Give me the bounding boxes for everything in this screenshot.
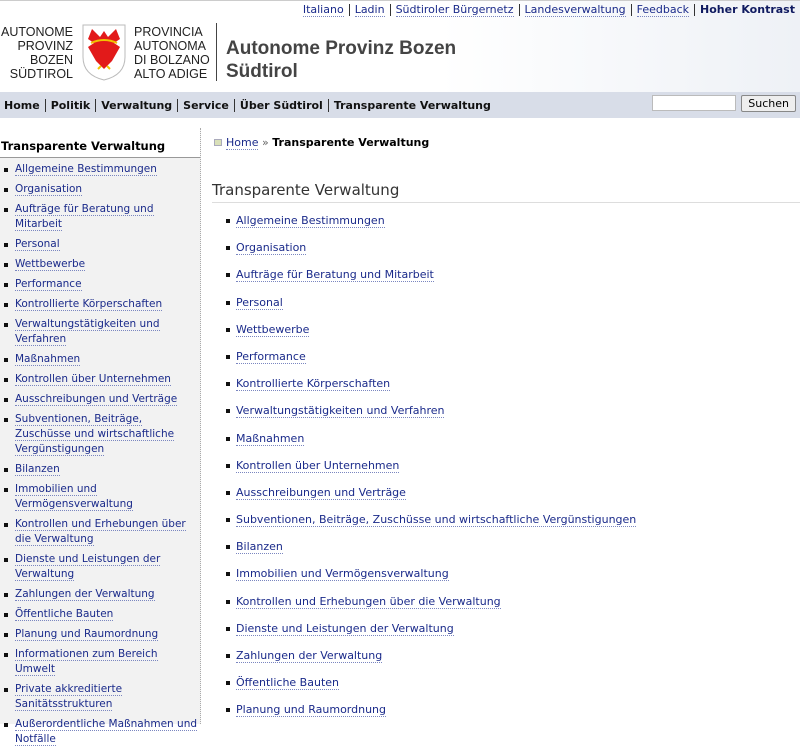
nav-home[interactable]: Home bbox=[4, 98, 40, 112]
list-link[interactable]: Kontrollen und Erhebungen über die Verwaltung bbox=[15, 518, 186, 545]
list-item bbox=[226, 566, 636, 593]
list-link[interactable]: Zahlungen der Verwaltung bbox=[236, 649, 383, 662]
list-item bbox=[226, 267, 636, 294]
logo-line: ALTO ADIGE bbox=[134, 67, 208, 81]
sidebar-title: Transparente Verwaltung bbox=[0, 128, 200, 158]
link-italiano[interactable]: Italiano bbox=[302, 3, 344, 16]
list-link[interactable]: Kontrollen über Unternehmen bbox=[15, 373, 171, 385]
list-link[interactable]: Aufträge für Beratung und Mitarbeit bbox=[236, 268, 434, 282]
list-item bbox=[226, 240, 636, 267]
list-link[interactable]: Verwaltungstätigkeiten und Verfahren bbox=[15, 318, 160, 345]
list-item bbox=[4, 587, 200, 607]
list-link[interactable]: Maßnahmen bbox=[15, 353, 81, 365]
list-item bbox=[226, 403, 636, 430]
list-item bbox=[4, 352, 200, 372]
list-item bbox=[226, 702, 636, 729]
list-link[interactable]: Wettbewerbe bbox=[15, 258, 86, 270]
nav-politik[interactable]: Politik bbox=[45, 99, 96, 112]
list-link[interactable]: Kontrollierte Körperschaften bbox=[236, 377, 391, 391]
list-link[interactable]: Dienste und Leistungen der Verwaltung bbox=[236, 621, 454, 635]
list-item bbox=[4, 627, 200, 647]
list-link[interactable]: Organisation bbox=[15, 183, 83, 195]
list-link[interactable]: Öffentliche Bauten bbox=[236, 676, 339, 690]
list-link[interactable]: Allgemeine Bestimmungen bbox=[236, 214, 385, 227]
list-link[interactable]: Maßnahmen bbox=[236, 431, 305, 445]
nav-ueber-suedtirol[interactable]: Über Südtirol bbox=[234, 99, 328, 112]
list-item bbox=[4, 482, 200, 517]
logo-line: PROVINZ bbox=[17, 39, 73, 53]
logo-line: DI BOLZANO bbox=[134, 53, 210, 67]
list-item bbox=[226, 213, 636, 240]
logo-line: BOZEN bbox=[29, 53, 73, 67]
list-item bbox=[4, 257, 200, 277]
search-button[interactable]: Suchen bbox=[741, 95, 796, 112]
list-link[interactable]: Allgemeine Bestimmungen bbox=[15, 163, 157, 175]
list-item bbox=[226, 648, 636, 675]
list-item bbox=[226, 322, 636, 349]
list-item bbox=[4, 717, 200, 752]
nav-transparente-verwaltung[interactable]: Transparente Verwaltung bbox=[328, 99, 496, 112]
list-item bbox=[4, 517, 200, 552]
nav-verwaltung[interactable]: Verwaltung bbox=[95, 99, 177, 112]
site-title-line1: Autonome Provinz Bozen bbox=[226, 38, 457, 59]
sidebar-list bbox=[0, 158, 200, 752]
list-item bbox=[4, 462, 200, 482]
list-item bbox=[4, 552, 200, 587]
list-link[interactable]: Subventionen, Beiträge, Zuschüsse und wirtschaftliche Vergünstigungen bbox=[236, 513, 637, 527]
list-item bbox=[226, 485, 636, 512]
list-item bbox=[4, 297, 200, 317]
list-item bbox=[4, 392, 200, 412]
page-title: Transparente Verwaltung bbox=[212, 181, 800, 203]
search-input[interactable] bbox=[652, 95, 736, 111]
list-item bbox=[226, 458, 636, 485]
list-item bbox=[4, 412, 200, 462]
list-link[interactable]: Ausschreibungen und Verträge bbox=[15, 393, 178, 405]
link-landesverwaltung[interactable]: Landesverwaltung bbox=[524, 3, 626, 16]
language-links bbox=[298, 4, 800, 16]
list-item bbox=[226, 675, 636, 702]
main-nav bbox=[0, 92, 800, 118]
list-link[interactable]: Außerordentliche Maßnahmen und Notfälle bbox=[15, 718, 198, 745]
sidebar bbox=[0, 128, 201, 745]
coat-of-arms-icon[interactable] bbox=[81, 23, 127, 81]
list-link[interactable]: Verwaltungstätigkeiten und Verfahren bbox=[236, 404, 445, 418]
list-item bbox=[4, 237, 200, 257]
logo-line: AUTONOMA bbox=[134, 39, 206, 53]
list-link[interactable]: Wettbewerbe bbox=[236, 322, 310, 336]
logo-line: PROVINCIA bbox=[134, 25, 203, 39]
list-link[interactable]: Kontrollen und Erhebungen über die Verwaltung bbox=[236, 594, 501, 608]
list-item bbox=[226, 376, 636, 403]
list-item bbox=[226, 539, 636, 566]
logo-line: AUTONOME bbox=[1, 25, 73, 39]
list-link[interactable]: Planung und Raumordnung bbox=[236, 703, 387, 717]
list-link[interactable]: Planung und Raumordnung bbox=[15, 628, 159, 640]
list-link[interactable]: Performance bbox=[236, 349, 306, 363]
list-item bbox=[226, 621, 636, 648]
list-item bbox=[4, 317, 200, 352]
breadcrumb-home[interactable]: Home bbox=[226, 136, 259, 149]
link-ladin[interactable]: Ladin bbox=[354, 3, 385, 16]
list-link[interactable]: Informationen zum Bereich Umwelt bbox=[15, 648, 158, 675]
logo-text-de bbox=[0, 25, 73, 81]
list-item bbox=[226, 431, 636, 458]
list-link[interactable]: Dienste und Leistungen der Verwaltung bbox=[15, 553, 161, 580]
main-list bbox=[226, 213, 636, 730]
list-link[interactable]: Personal bbox=[15, 238, 60, 250]
breadcrumb-square-icon bbox=[214, 139, 222, 146]
list-link[interactable]: Subventionen, Beiträge, Zuschüsse und wirtschaftliche Vergünstigungen bbox=[15, 413, 175, 455]
list-item bbox=[226, 349, 636, 376]
list-item bbox=[226, 512, 636, 539]
list-link[interactable]: Organisation bbox=[236, 241, 307, 255]
link-feedback[interactable]: Feedback bbox=[636, 3, 690, 16]
breadcrumb-separator: » bbox=[261, 136, 269, 149]
list-link[interactable]: Private akkreditierte Sanitätsstrukturen bbox=[15, 683, 123, 710]
list-item bbox=[4, 277, 200, 297]
list-link[interactable]: Aufträge für Beratung und Mitarbeit bbox=[15, 203, 154, 230]
logo-line: SÜDTIROL bbox=[9, 67, 73, 81]
list-link[interactable]: Performance bbox=[15, 278, 82, 290]
list-link[interactable]: Bilanzen bbox=[15, 463, 60, 475]
list-link[interactable]: Ausschreibungen und Verträge bbox=[236, 485, 406, 499]
list-item bbox=[226, 594, 636, 621]
list-link[interactable]: Kontrollierte Körperschaften bbox=[15, 298, 163, 310]
list-item bbox=[4, 202, 200, 237]
list-link[interactable]: Bilanzen bbox=[236, 540, 283, 554]
list-item bbox=[226, 295, 636, 322]
list-item bbox=[4, 647, 200, 682]
site-title bbox=[226, 37, 456, 83]
list-item bbox=[4, 182, 200, 202]
breadcrumb bbox=[214, 136, 429, 149]
search-form bbox=[652, 95, 796, 112]
list-link[interactable]: Kontrollen über Unternehmen bbox=[236, 458, 400, 472]
logo-text-it bbox=[134, 25, 210, 81]
list-link[interactable]: Immobilien und Vermögensverwaltung bbox=[236, 567, 449, 581]
header bbox=[0, 0, 800, 92]
list-item bbox=[4, 682, 200, 717]
nav-service[interactable]: Service bbox=[177, 99, 234, 112]
link-high-contrast[interactable]: Hoher Kontrast bbox=[700, 3, 795, 16]
link-buergernetz[interactable]: Südtiroler Bürgernetz bbox=[395, 3, 514, 16]
list-item bbox=[4, 372, 200, 392]
site-title-line2: Südtirol bbox=[226, 61, 298, 82]
list-link[interactable]: Zahlungen der Verwaltung bbox=[15, 588, 155, 600]
divider bbox=[216, 23, 217, 81]
list-link[interactable]: Öffentliche Bauten bbox=[15, 608, 114, 620]
breadcrumb-current: Transparente Verwaltung bbox=[272, 136, 430, 149]
list-item bbox=[4, 162, 200, 182]
list-link[interactable]: Personal bbox=[236, 295, 283, 309]
list-link[interactable]: Immobilien und Vermögensverwaltung bbox=[15, 483, 133, 510]
list-item bbox=[4, 607, 200, 627]
